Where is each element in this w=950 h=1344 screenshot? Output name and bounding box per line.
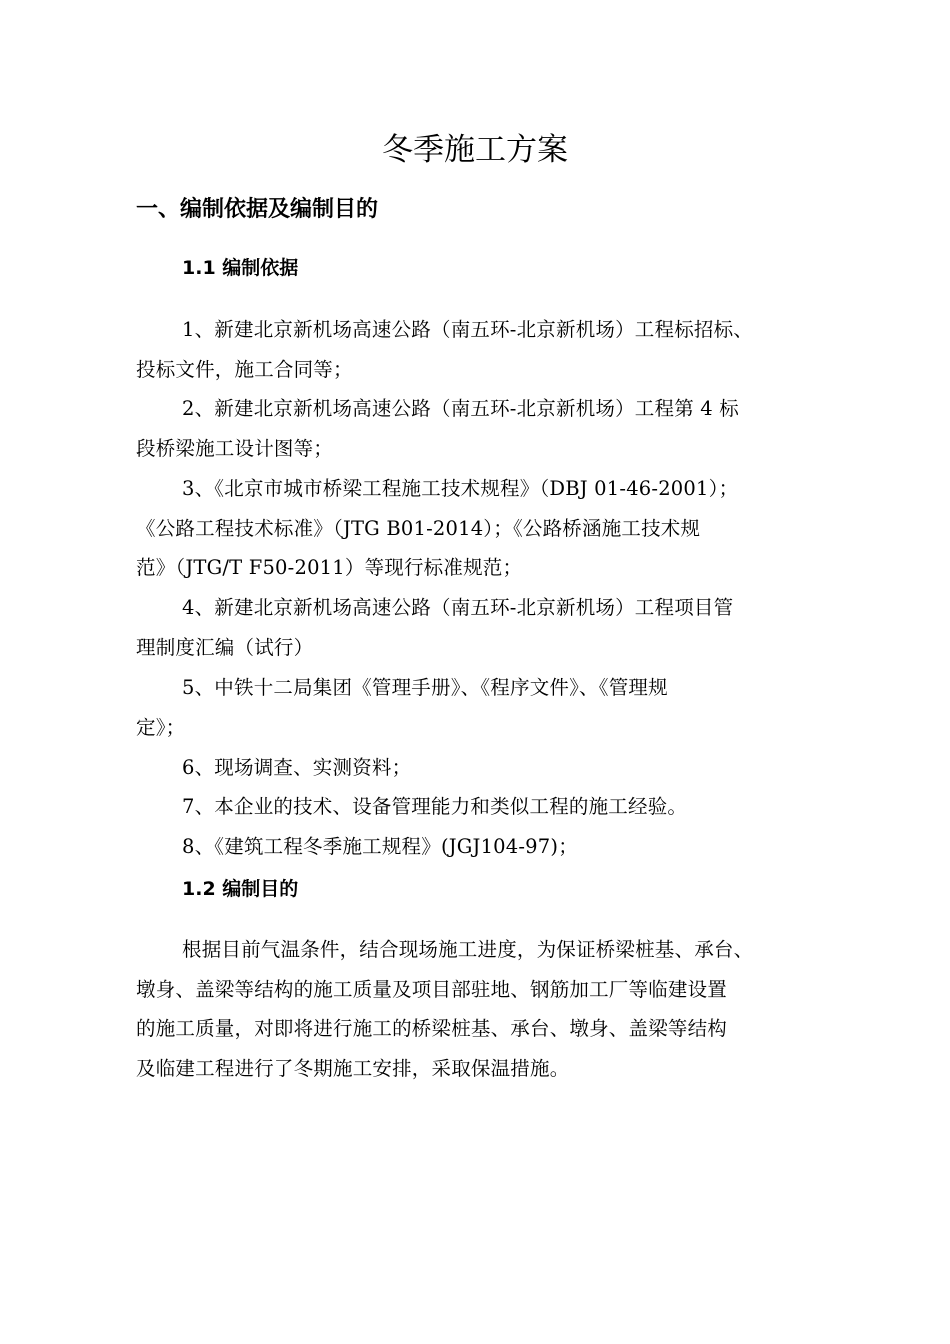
- basis-item-6-line-1: 6、现场调查、实测资料；: [182, 756, 412, 779]
- basis-item-4-line-1: 4、新建北京新机场高速公路（南五环-北京新机场）工程项目管: [182, 596, 734, 619]
- basis-item-3-line-2: 《公路工程技术标准》（JTG B01-2014）；《公路桥涵施工技术规: [136, 516, 701, 540]
- document-title: 冬季施工方案: [382, 132, 568, 168]
- basis-item-2-line-1: 2、新建北京新机场高速公路（南五环-北京新机场）工程第 4 标: [182, 397, 739, 420]
- purpose-line-2: 墩身、盖梁等结构的施工质量及项目部驻地、钢筋加工厂等临建设置: [136, 977, 728, 1001]
- basis-item-4-line-2: 理制度汇编（试行）: [136, 635, 314, 659]
- basis-item-8: [136, 827, 836, 867]
- basis-item-5-line-1: 5、中铁十二局集团《管理手册》、《程序文件》、《管理规: [182, 676, 668, 699]
- basis-item-4: [136, 588, 836, 667]
- subsection-heading-1-1: 1.1 编制依据: [182, 257, 299, 279]
- basis-item-5: [136, 668, 836, 747]
- basis-item-8-line-1: 8、《建筑工程冬季施工规程》(JGJ104-97)；: [182, 835, 578, 858]
- basis-item-2-line-2: 段桥梁施工设计图等；: [136, 436, 334, 460]
- basis-item-7-line-1: 7、本企业的技术、设备管理能力和类似工程的施工经验。: [182, 795, 688, 818]
- basis-item-3-line-3: 范》（JTG/T F50-2011）等现行标准规范；: [136, 556, 523, 579]
- purpose-line-4: 及临建工程进行了冬期施工安排，采取保温措施。: [136, 1056, 570, 1080]
- basis-item-1: [136, 310, 836, 389]
- purpose-paragraph: [136, 930, 836, 1088]
- basis-item-7: [136, 787, 836, 827]
- basis-item-6: [136, 748, 836, 788]
- section-heading-1: 一、编制依据及编制目的: [136, 197, 379, 222]
- basis-item-3: [136, 469, 836, 588]
- purpose-line-1: 根据目前气温条件，结合现场施工进度，为保证桥梁桩基、承台、: [182, 938, 754, 961]
- purpose-line-3: 的施工质量，对即将进行施工的桥梁桩基、承台、墩身、盖梁等结构: [136, 1017, 728, 1040]
- basis-item-5-line-2: 定》；: [136, 715, 186, 739]
- basis-item-2: [136, 389, 836, 468]
- basis-item-1-line-1: 1、新建北京新机场高速公路（南五环-北京新机场）工程标招标、: [182, 318, 753, 341]
- basis-item-1-line-2: 投标文件，施工合同等；: [136, 357, 353, 381]
- subsection-heading-1-2: 1.2 编制目的: [182, 878, 299, 900]
- basis-item-3-line-1: 3、《北京市城市桥梁工程施工技术规程》（DBJ 01-46-2001）；: [182, 477, 739, 500]
